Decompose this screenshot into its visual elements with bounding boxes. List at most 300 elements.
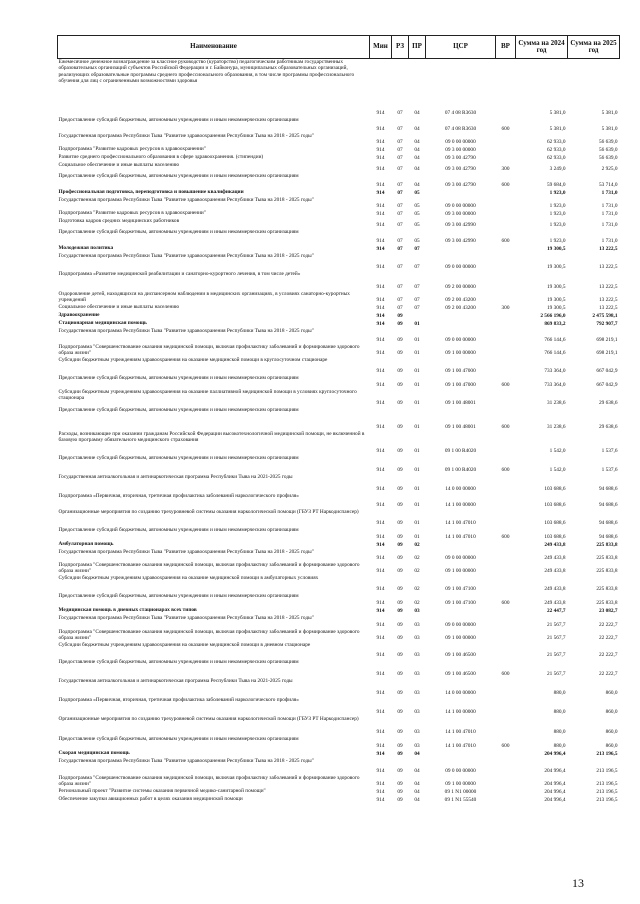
table-row <box>58 245 620 253</box>
cell-csr: 09 1 00 00000 <box>445 350 476 357</box>
table-row <box>58 229 620 245</box>
col-header-name: Наименование <box>58 36 370 59</box>
cell-csr: 09 1 00 47000 <box>445 382 476 389</box>
cell-pr: 01 <box>414 520 420 527</box>
cell-pr: 03 <box>414 709 420 716</box>
cell-sum-2024: 766 144,6 <box>544 350 566 357</box>
cell-pr: 01 <box>414 502 420 509</box>
cell-sum-2024: 21 567,7 <box>546 652 566 659</box>
cell-name: Предоставление субсидий бюджетным, автономным учреждениям и иным некоммерческим организациям <box>58 526 299 533</box>
cell-vr <box>496 218 516 229</box>
cell-name: Предоставление субсидий бюджетным, автономным учреждениям и иным некоммерческим организациям <box>58 172 299 179</box>
cell-min: 914 <box>376 182 385 189</box>
cell-min: 914 <box>376 166 385 173</box>
cell-name: Подпрограмма «Первичная, вторичная, третичная профилактика заболеваний наркологического профиля» <box>58 696 299 703</box>
cell-pr: 05 <box>414 211 420 218</box>
cell-rz: 09 <box>397 586 403 593</box>
cell-name: Оздоровление детей, находящихся на диспансерном наблюдении в медицинских организациях, в условиях санаторно-курортных учреждений <box>58 290 350 303</box>
cell-name: Ежемесячное денежное вознаграждение за классное руководство (кураторство) педагогическим работникам государственных образовательных организаций субъектов Российской Федерации и г. Байконура, муниципальных образовательных организаций, реализующих образовательные программы среднего профессионального образования, в том числе программы профессионального обучения для лиц с ограниченными возможностями здоровья <box>58 59 355 85</box>
cell-vr <box>496 357 516 375</box>
cell-pr: 02 <box>414 600 420 607</box>
cell-sum-2025: 225 833,8 <box>596 555 618 562</box>
cell-csr: 07 4 08 R3630 <box>444 126 477 133</box>
cell-name: Подпрограмма "Совершенствование оказания медицинской помощи, включая профилактику заболеваний и формирование здорового образа жизни" <box>58 774 360 787</box>
cell-sum-2025: 860,0 <box>605 743 618 750</box>
cell-csr: 09 3 00 42790 <box>445 166 476 173</box>
cell-rz: 09 <box>397 652 403 659</box>
cell-csr: 09 0 00 00000 <box>445 622 476 629</box>
cell-sum-2024: 62 933,0 <box>546 139 566 146</box>
cell-vr <box>496 549 516 562</box>
cell-pr: 02 <box>414 568 420 575</box>
table-row <box>58 320 620 328</box>
cell-rz: 07 <box>397 155 403 162</box>
cell-csr: 09 2 00 43200 <box>445 297 476 304</box>
cell-rz: 09 <box>397 797 403 804</box>
cell-sum-2025: 29 638,6 <box>598 400 618 407</box>
table-row <box>58 775 620 788</box>
cell-min: 914 <box>376 622 385 629</box>
cell-name: Государственная программа Республики Тыва "Развитие здравоохранения Республики Тыва на 2018 - 2025 годы" <box>58 614 314 621</box>
cell-min: 914 <box>376 751 385 758</box>
cell-min: 914 <box>376 139 385 146</box>
cell-sum-2024: 249 433,8 <box>544 542 566 549</box>
table-row <box>58 697 620 716</box>
cell-sum-2024: 1 923,0 <box>549 203 566 210</box>
table-row <box>58 549 620 562</box>
cell-name: Подпрограмма "Развитие кадровых ресурсов в здравоохранении" <box>58 209 206 216</box>
table-row <box>58 541 620 549</box>
table-row <box>58 607 620 615</box>
cell-name: Предоставление субсидий бюджетным, автономным учреждениям и иным некоммерческим организациям <box>58 406 299 413</box>
table-row <box>58 133 620 146</box>
cell-name: Субсидии бюджетным учреждениям здравоохранения на оказание паллиативной медицинской помощи в условиях круглосуточного стационара <box>58 388 357 401</box>
cell-csr: 09 3 00 42990 <box>445 238 476 245</box>
cell-min: 914 <box>376 486 385 493</box>
cell-sum-2025: 860,0 <box>605 690 618 697</box>
cell-rz: 09 <box>397 781 403 788</box>
cell-sum-2025: 698 219,1 <box>596 337 618 344</box>
cell-pr: 01 <box>414 350 420 357</box>
cell-csr: 09 1 00 00000 <box>445 635 476 642</box>
cell-vr <box>496 562 516 575</box>
cell-name: Здравоохранение <box>58 311 100 318</box>
cell-sum-2025: 53 714,0 <box>598 182 618 189</box>
cell-sum-2024: 31 238,6 <box>546 400 566 407</box>
cell-sum-2025: 667 042,9 <box>596 368 618 375</box>
cell-rz: 07 <box>397 147 403 154</box>
cell-csr: 09 1 00 R4020 <box>444 467 477 474</box>
cell-vr <box>496 697 516 716</box>
cell-name: Предоставление субсидий бюджетным, автономным учреждениям и иным некоммерческим организациям <box>58 116 299 123</box>
cell-vr <box>496 271 516 291</box>
cell-name: Расходы, возникающие при оказании гражданам Российской Федерации высокотехнологичной медицинской помощи, не включенной в базовую программу обязательного медицинского страхования <box>58 430 365 443</box>
cell-vr: 600 <box>501 238 510 245</box>
cell-vr: 300 <box>501 305 510 312</box>
cell-sum-2024: 31 238,6 <box>546 424 566 431</box>
cell-rz: 09 <box>397 337 403 344</box>
cell-name: Обеспечение закупки авиационных работ в целях оказания медицинской помощи <box>58 795 243 802</box>
col-header-csr: ЦСР <box>426 36 496 59</box>
cell-min: 914 <box>376 337 385 344</box>
cell-rz: 07 <box>397 211 403 218</box>
cell-min: 914 <box>376 368 385 375</box>
cell-csr: 09 1 00 00000 <box>445 781 476 788</box>
cell-rz: 09 <box>397 600 403 607</box>
cell-min: 914 <box>376 448 385 455</box>
cell-name: Предоставление субсидий бюджетным, автономным учреждениям и иным некоммерческим организациям <box>58 658 299 665</box>
cell-rz: 09 <box>397 448 403 455</box>
cell-sum-2024: 21 567,7 <box>546 671 566 678</box>
cell-min: 914 <box>376 238 385 245</box>
cell-vr <box>496 615 516 629</box>
cell-pr: 03 <box>414 743 420 750</box>
cell-rz: 07 <box>397 222 403 229</box>
cell-min: 914 <box>376 797 385 804</box>
cell-rz: 09 <box>397 751 403 758</box>
cell-rz: 09 <box>397 502 403 509</box>
cell-name: Предоставление субсидий бюджетным, автономным учреждениям и иным некоммерческим организациям <box>58 228 299 235</box>
cell-rz: 07 <box>397 238 403 245</box>
cell-pr: 04 <box>414 781 420 788</box>
cell-sum-2025: 698 219,1 <box>596 350 618 357</box>
cell-name: Государственная программа Республики Тыва "Развитие здравоохранения Республики Тыва на 2018 - 2025 годы" <box>58 196 314 203</box>
cell-sum-2024: 880,0 <box>553 729 566 736</box>
cell-vr <box>496 389 516 407</box>
cell-min: 914 <box>376 652 385 659</box>
table-row <box>58 389 620 407</box>
cell-sum-2024: 249 433,8 <box>544 568 566 575</box>
cell-min: 914 <box>376 789 385 796</box>
cell-min: 914 <box>376 246 385 253</box>
cell-csr: 09 1 00 46500 <box>445 652 476 659</box>
cell-name: Медицинская помощь в дневных стационарах всех типов <box>58 606 197 613</box>
cell-sum-2024: 1 923,0 <box>549 238 566 245</box>
cell-pr: 03 <box>414 729 420 736</box>
cell-csr: 09 1 00 47100 <box>445 586 476 593</box>
cell-sum-2025: 13 222,5 <box>598 297 618 304</box>
cell-sum-2024: 1 923,0 <box>549 222 566 229</box>
cell-vr <box>496 493 516 509</box>
cell-name: Подпрограмма «Первичная, вторичная, третичная профилактика заболеваний наркологического профиля» <box>58 492 299 499</box>
cell-sum-2024: 880,0 <box>553 743 566 750</box>
cell-sum-2024: 22 447,7 <box>546 608 566 615</box>
page-number: 13 <box>572 876 584 890</box>
cell-csr: 09 1 00 R4020 <box>444 448 477 455</box>
cell-sum-2024: 204 996,4 <box>544 781 566 788</box>
cell-pr: 04 <box>414 182 420 189</box>
table-row <box>58 758 620 775</box>
cell-sum-2024: 204 996,4 <box>544 768 566 775</box>
cell-pr: 01 <box>414 486 420 493</box>
cell-csr <box>426 312 496 320</box>
cell-pr <box>409 312 426 320</box>
cell-rz: 09 <box>397 690 403 697</box>
table-row <box>58 117 620 133</box>
cell-sum-2025: 2 475 598,1 <box>592 313 618 320</box>
cell-sum-2024: 62 933,0 <box>546 147 566 154</box>
cell-pr: 04 <box>414 789 420 796</box>
cell-sum-2025: 56 639,0 <box>598 147 618 154</box>
cell-rz: 09 <box>397 350 403 357</box>
table-row <box>58 218 620 229</box>
cell-sum-2024: 249 433,8 <box>544 600 566 607</box>
cell-name: Государственная антиалкогольная и антинаркотическая программа Республики Тыва на 2021-2025 годы <box>58 677 293 684</box>
cell-sum-2024: 1 923,0 <box>549 211 566 218</box>
cell-sum-2025: 792 907,7 <box>596 321 618 328</box>
cell-rz: 09 <box>397 542 403 549</box>
cell-vr: 600 <box>501 182 510 189</box>
cell-vr <box>496 59 516 117</box>
cell-sum-2025: 29 638,6 <box>598 424 618 431</box>
cell-csr: 14 1 00 47010 <box>445 743 476 750</box>
cell-csr: 09 1 00 46500 <box>445 671 476 678</box>
cell-rz: 07 <box>397 182 403 189</box>
cell-pr: 05 <box>414 190 420 197</box>
cell-min: 914 <box>376 534 385 541</box>
cell-sum-2024: 103 688,6 <box>544 520 566 527</box>
cell-sum-2024: 19 300,5 <box>546 246 566 253</box>
cell-csr: 09 1 N1 55540 <box>444 797 477 804</box>
cell-rz: 09 <box>397 768 403 775</box>
cell-vr <box>496 775 516 788</box>
cell-sum-2024: 1 923,0 <box>549 190 566 197</box>
cell-rz: 09 <box>397 729 403 736</box>
cell-pr: 01 <box>414 337 420 344</box>
cell-pr: 03 <box>414 608 420 615</box>
cell-rz: 09 <box>397 555 403 562</box>
cell-rz: 09 <box>397 400 403 407</box>
col-header-vr: ВР <box>496 36 516 59</box>
cell-csr: 09 3 00 00000 <box>445 147 476 154</box>
cell-name: Стационарная медицинская помощь <box>58 319 147 326</box>
table-body <box>58 59 620 804</box>
cell-vr <box>496 758 516 775</box>
cell-min: 914 <box>376 768 385 775</box>
budget-table-sheet <box>57 35 619 804</box>
cell-rz: 09 <box>397 608 403 615</box>
cell-min: 914 <box>376 190 385 197</box>
cell-min: 914 <box>376 264 385 271</box>
table-row <box>58 527 620 541</box>
table-row <box>58 509 620 527</box>
cell-csr: 09 0 00 00000 <box>445 337 476 344</box>
cell-csr <box>426 189 496 197</box>
cell-csr <box>426 750 496 758</box>
cell-sum-2025: 22 222,7 <box>598 622 618 629</box>
cell-csr: 09 1 N1 00000 <box>444 789 477 796</box>
cell-pr: 07 <box>414 264 420 271</box>
cell-pr: 07 <box>414 297 420 304</box>
cell-sum-2025: 22 222,7 <box>598 671 618 678</box>
cell-vr <box>496 678 516 697</box>
cell-vr: 600 <box>501 600 510 607</box>
cell-rz: 09 <box>397 368 403 375</box>
table-row <box>58 189 620 197</box>
cell-csr: 09 0 00 00000 <box>445 139 476 146</box>
cell-sum-2024: 5 381,0 <box>549 110 566 117</box>
cell-vr <box>496 750 516 758</box>
cell-vr: 600 <box>501 382 510 389</box>
cell-vr <box>496 245 516 253</box>
cell-sum-2025: 94 688,6 <box>598 534 618 541</box>
cell-pr: 03 <box>414 671 420 678</box>
cell-rz: 09 <box>397 635 403 642</box>
table-row <box>58 493 620 509</box>
cell-vr: 600 <box>501 126 510 133</box>
cell-vr: 600 <box>501 743 510 750</box>
cell-csr: 09 0 00 00000 <box>445 264 476 271</box>
cell-sum-2024: 103 688,6 <box>544 534 566 541</box>
cell-sum-2024: 19 300,5 <box>546 305 566 312</box>
cell-name: Организационные мероприятия по созданию трехуровневой системы оказания наркологической помощи (ГБУЗ РТ Наркодиспансер) <box>58 715 359 722</box>
cell-pr: 04 <box>414 110 420 117</box>
cell-pr: 04 <box>414 126 420 133</box>
cell-vr <box>496 197 516 210</box>
table-row <box>58 271 620 291</box>
table-row <box>58 629 620 642</box>
cell-rz: 09 <box>397 568 403 575</box>
cell-csr: 14 0 00 00000 <box>445 690 476 697</box>
cell-rz: 07 <box>397 203 403 210</box>
cell-rz: 09 <box>397 321 403 328</box>
table-row <box>58 716 620 736</box>
table-row <box>58 253 620 271</box>
table-row <box>58 344 620 357</box>
cell-sum-2024: 103 688,6 <box>544 502 566 509</box>
cell-pr: 03 <box>414 690 420 697</box>
cell-sum-2025: 94 688,6 <box>598 502 618 509</box>
cell-min: 914 <box>376 781 385 788</box>
cell-name: Субсидии бюджетным учреждениям здравоохранения на оказание медицинской помощи в круглосуточном стационаре <box>58 356 328 363</box>
cell-name: Государственная программа Республики Тыва "Развитие здравоохранения Республики Тыва на 2018 - 2025 годы" <box>58 252 314 259</box>
col-header-rz: РЗ <box>392 36 409 59</box>
cell-rz: 07 <box>397 190 403 197</box>
cell-name: Молодежная политика <box>58 244 114 251</box>
cell-pr: 01 <box>414 424 420 431</box>
cell-csr: 14 1 00 47010 <box>445 520 476 527</box>
cell-pr: 03 <box>414 652 420 659</box>
table-row <box>58 375 620 389</box>
cell-sum-2024: 103 688,6 <box>544 486 566 493</box>
cell-csr <box>426 245 496 253</box>
table-row <box>58 304 620 312</box>
cell-vr <box>496 575 516 593</box>
cell-vr <box>496 509 516 527</box>
cell-csr: 09 0 00 00000 <box>445 768 476 775</box>
cell-csr <box>426 320 496 328</box>
cell-vr <box>496 431 516 455</box>
cell-sum-2024: 733 364,0 <box>544 382 566 389</box>
cell-name: Подпрограмма "Развитие кадровых ресурсов в здравоохранении" <box>58 145 206 152</box>
cell-rz: 07 <box>397 305 403 312</box>
cell-min: 914 <box>376 155 385 162</box>
cell-sum-2025: 213 196,5 <box>596 797 618 804</box>
cell-sum-2025: 94 688,6 <box>598 486 618 493</box>
cell-min: 914 <box>376 635 385 642</box>
cell-vr: 300 <box>501 166 510 173</box>
cell-pr: 04 <box>414 751 420 758</box>
cell-name: Подготовка кадров средних медицинских работников <box>58 217 180 224</box>
cell-sum-2025: 22 222,7 <box>598 652 618 659</box>
cell-csr: 14 0 00 00000 <box>445 486 476 493</box>
table-row <box>58 154 620 162</box>
cell-sum-2024: 5 381,0 <box>549 126 566 133</box>
cell-pr: 04 <box>414 166 420 173</box>
cell-min: 914 <box>376 321 385 328</box>
cell-csr: 07 4 08 R3630 <box>444 110 477 117</box>
cell-vr <box>496 146 516 154</box>
cell-rz: 09 <box>397 534 403 541</box>
cell-csr: 09 1 00 00000 <box>445 568 476 575</box>
cell-vr <box>496 642 516 659</box>
cell-sum-2024: 204 996,4 <box>544 751 566 758</box>
cell-pr: 04 <box>414 155 420 162</box>
cell-min: 914 <box>376 743 385 750</box>
cell-sum-2024: 766 144,6 <box>544 337 566 344</box>
table-row <box>58 796 620 804</box>
cell-rz: 09 <box>397 382 403 389</box>
cell-rz: 09 <box>397 709 403 716</box>
table-row <box>58 407 620 431</box>
cell-sum-2024: 204 996,4 <box>544 789 566 796</box>
cell-vr <box>496 328 516 344</box>
col-header-pr: ПР <box>409 36 426 59</box>
cell-sum-2025: 2 925,0 <box>601 166 618 173</box>
col-header-min: Мин <box>370 36 392 59</box>
cell-rz: 09 <box>397 520 403 527</box>
table-row <box>58 659 620 678</box>
cell-min: 914 <box>376 211 385 218</box>
cell-name: Подпрограмма "Совершенствование оказания медицинской помощи, включая профилактику заболеваний и формирование здорового образа жизни" <box>58 628 360 641</box>
cell-sum-2025: 860,0 <box>605 709 618 716</box>
cell-rz: 07 <box>397 166 403 173</box>
budget-table <box>57 35 620 804</box>
cell-rz: 09 <box>397 622 403 629</box>
cell-pr: 03 <box>414 622 420 629</box>
cell-sum-2025: 1 537,6 <box>601 448 618 455</box>
cell-pr: 04 <box>414 797 420 804</box>
table-row <box>58 197 620 210</box>
cell-vr <box>496 133 516 146</box>
cell-pr: 02 <box>414 542 420 549</box>
cell-sum-2025: 13 222,5 <box>598 264 618 271</box>
cell-vr: 600 <box>501 467 510 474</box>
cell-sum-2025: 5 381,0 <box>601 126 618 133</box>
cell-min: 914 <box>376 520 385 527</box>
cell-name: Государственная антиалкогольная и антинаркотическая программа Республики Тыва на 2021-2025 годы <box>58 473 293 480</box>
cell-sum-2024: 1 542,0 <box>549 448 566 455</box>
cell-sum-2025: 1 537,6 <box>601 467 618 474</box>
cell-csr: 09 0 00 00000 <box>445 203 476 210</box>
cell-rz: 09 <box>397 789 403 796</box>
cell-vr <box>496 716 516 736</box>
cell-rz: 09 <box>397 313 403 320</box>
cell-min: 914 <box>376 203 385 210</box>
cell-pr: 01 <box>414 321 420 328</box>
cell-sum-2024: 249 433,8 <box>544 555 566 562</box>
cell-min: 914 <box>376 305 385 312</box>
col-header-sum-2024: Сумма на 2024 год <box>516 36 568 59</box>
table-row <box>58 210 620 218</box>
cell-sum-2025: 213 196,5 <box>596 751 618 758</box>
cell-sum-2025: 94 688,6 <box>598 520 618 527</box>
cell-sum-2025: 213 196,5 <box>596 768 618 775</box>
cell-vr <box>496 788 516 796</box>
cell-pr: 01 <box>414 400 420 407</box>
cell-rz: 09 <box>397 424 403 431</box>
cell-sum-2024: 59 684,0 <box>546 182 566 189</box>
